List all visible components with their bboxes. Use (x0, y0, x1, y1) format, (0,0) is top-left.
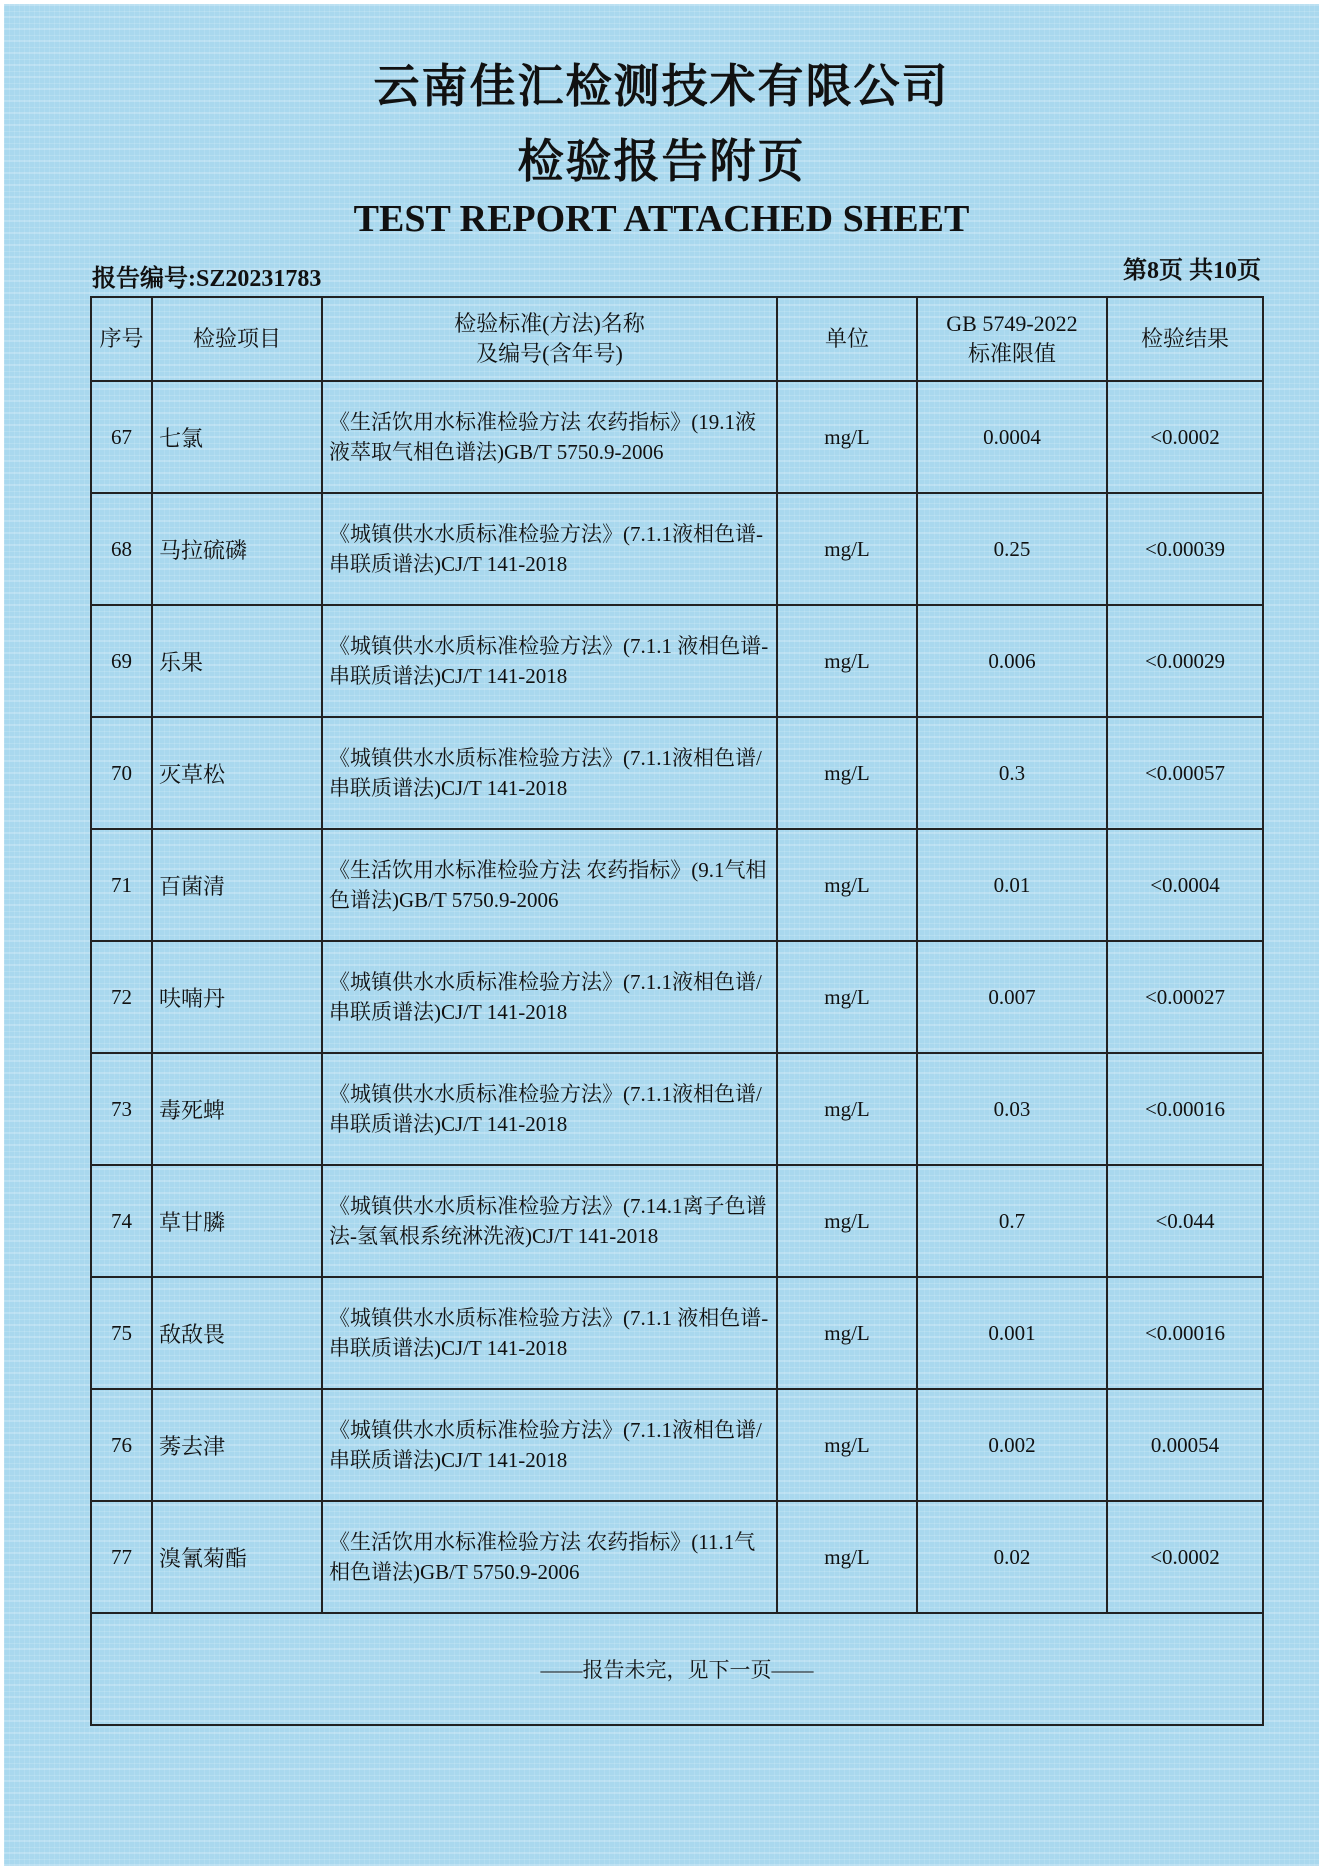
row-unit: mg/L (777, 1165, 917, 1277)
row-item: 七氯 (152, 381, 322, 493)
row-result: <0.00057 (1107, 717, 1263, 829)
row-method: 《城镇供水水质标准检验方法》(7.1.1液相色谱/串联质谱法)CJ/T 141-2018 (322, 1389, 777, 1501)
row-result: <0.044 (1107, 1165, 1263, 1277)
row-no: 67 (91, 381, 152, 493)
row-item: 敌敌畏 (152, 1277, 322, 1389)
table-row (91, 605, 1263, 717)
header-no: 序号 (91, 297, 152, 381)
row-result: <0.00016 (1107, 1277, 1263, 1389)
page-indicator: 第8页 共10页 (1123, 258, 1261, 284)
company-title: 云南佳汇检测技术有限公司 (373, 59, 950, 113)
table-row (91, 717, 1263, 829)
table-row (91, 493, 1263, 605)
row-unit: mg/L (777, 1501, 917, 1613)
row-unit: mg/L (777, 717, 917, 829)
row-item: 马拉硫磷 (152, 493, 322, 605)
header-method (322, 297, 777, 381)
row-limit: 0.002 (917, 1389, 1107, 1501)
row-limit: 0.3 (917, 717, 1107, 829)
row-unit: mg/L (777, 1277, 917, 1389)
row-item: 呋喃丹 (152, 941, 322, 1053)
row-limit: 0.03 (917, 1053, 1107, 1165)
row-no: 75 (91, 1277, 152, 1389)
row-method: 《城镇供水水质标准检验方法》(7.1.1液相色谱/串联质谱法)CJ/T 141-2018 (322, 717, 777, 829)
row-method: 《城镇供水水质标准检验方法》(7.14.1离子色谱法-氢氧根系统淋洗液)CJ/T 141-2018 (322, 1165, 777, 1277)
row-no: 72 (91, 941, 152, 1053)
row-result: <0.0002 (1107, 381, 1263, 493)
row-limit: 0.001 (917, 1277, 1107, 1389)
continuation-note: ——报告未完，见下一页—— (91, 1613, 1263, 1725)
table-row (91, 1053, 1263, 1165)
header-result: 检验结果 (1107, 297, 1263, 381)
row-limit: 0.006 (917, 605, 1107, 717)
row-method: 《城镇供水水质标准检验方法》(7.1.1 液相色谱-串联质谱法)CJ/T 141-2018 (322, 605, 777, 717)
table-header-row (91, 297, 1263, 381)
row-result: <0.00027 (1107, 941, 1263, 1053)
row-item: 草甘膦 (152, 1165, 322, 1277)
row-item: 毒死蜱 (152, 1053, 322, 1165)
test-results-table (90, 296, 1264, 1726)
row-method: 《城镇供水水质标准检验方法》(7.1.1液相色谱-串联质谱法)CJ/T 141-2018 (322, 493, 777, 605)
header-item: 检验项目 (152, 297, 322, 381)
row-no: 76 (91, 1389, 152, 1501)
row-unit: mg/L (777, 493, 917, 605)
header-limit (917, 297, 1107, 381)
row-method: 《生活饮用水标准检验方法 农药指标》(11.1气相色谱法)GB/T 5750.9-2006 (322, 1501, 777, 1613)
row-no: 77 (91, 1501, 152, 1613)
row-result: 0.00054 (1107, 1389, 1263, 1501)
row-no: 70 (91, 717, 152, 829)
header-method-line1: 检验标准(方法)名称 (454, 311, 645, 336)
report-subtitle-en: TEST REPORT ATTACHED SHEET (353, 198, 970, 240)
row-limit: 0.25 (917, 493, 1107, 605)
row-item: 乐果 (152, 605, 322, 717)
row-limit: 0.02 (917, 1501, 1107, 1613)
table-row (91, 1165, 1263, 1277)
row-result: <0.00016 (1107, 1053, 1263, 1165)
row-no: 73 (91, 1053, 152, 1165)
row-result: <0.0004 (1107, 829, 1263, 941)
row-no: 74 (91, 1165, 152, 1277)
table-row (91, 381, 1263, 493)
row-unit: mg/L (777, 1389, 917, 1501)
row-unit: mg/L (777, 941, 917, 1053)
report-number: 报告编号:SZ20231783 (92, 266, 322, 292)
header-method-line2: 及编号(含年号) (476, 341, 623, 366)
row-method: 《城镇供水水质标准检验方法》(7.1.1液相色谱/串联质谱法)CJ/T 141-2018 (322, 1053, 777, 1165)
row-method: 《生活饮用水标准检验方法 农药指标》(19.1液液萃取气相色谱法)GB/T 5750.9-2006 (322, 381, 777, 493)
row-limit: 0.01 (917, 829, 1107, 941)
row-no: 69 (91, 605, 152, 717)
row-method: 《城镇供水水质标准检验方法》(7.1.1 液相色谱-串联质谱法)CJ/T 141-2018 (322, 1277, 777, 1389)
table-row (91, 1501, 1263, 1613)
table-row (91, 829, 1263, 941)
row-method: 《城镇供水水质标准检验方法》(7.1.1液相色谱/串联质谱法)CJ/T 141-2018 (322, 941, 777, 1053)
row-unit: mg/L (777, 381, 917, 493)
report-subtitle: 检验报告附页 (517, 134, 806, 188)
table-footer-row (91, 1613, 1263, 1725)
table-row (91, 1277, 1263, 1389)
row-item: 灭草松 (152, 717, 322, 829)
row-limit: 0.0004 (917, 381, 1107, 493)
row-method: 《生活饮用水标准检验方法 农药指标》(9.1气相色谱法)GB/T 5750.9-2006 (322, 829, 777, 941)
row-unit: mg/L (777, 829, 917, 941)
table-row (91, 941, 1263, 1053)
header-limit-line2: 标准限值 (967, 341, 1056, 366)
row-limit: 0.007 (917, 941, 1107, 1053)
row-item: 莠去津 (152, 1389, 322, 1501)
table-row (91, 1389, 1263, 1501)
header-limit-line1: GB 5749-2022 (946, 311, 1078, 336)
row-limit: 0.7 (917, 1165, 1107, 1277)
row-no: 71 (91, 829, 152, 941)
row-no: 68 (91, 493, 152, 605)
header-unit: 单位 (777, 297, 917, 381)
row-unit: mg/L (777, 1053, 917, 1165)
row-result: <0.0002 (1107, 1501, 1263, 1613)
row-item: 百菌清 (152, 829, 322, 941)
row-result: <0.00029 (1107, 605, 1263, 717)
row-unit: mg/L (777, 605, 917, 717)
row-item: 溴氰菊酯 (152, 1501, 322, 1613)
row-result: <0.00039 (1107, 493, 1263, 605)
